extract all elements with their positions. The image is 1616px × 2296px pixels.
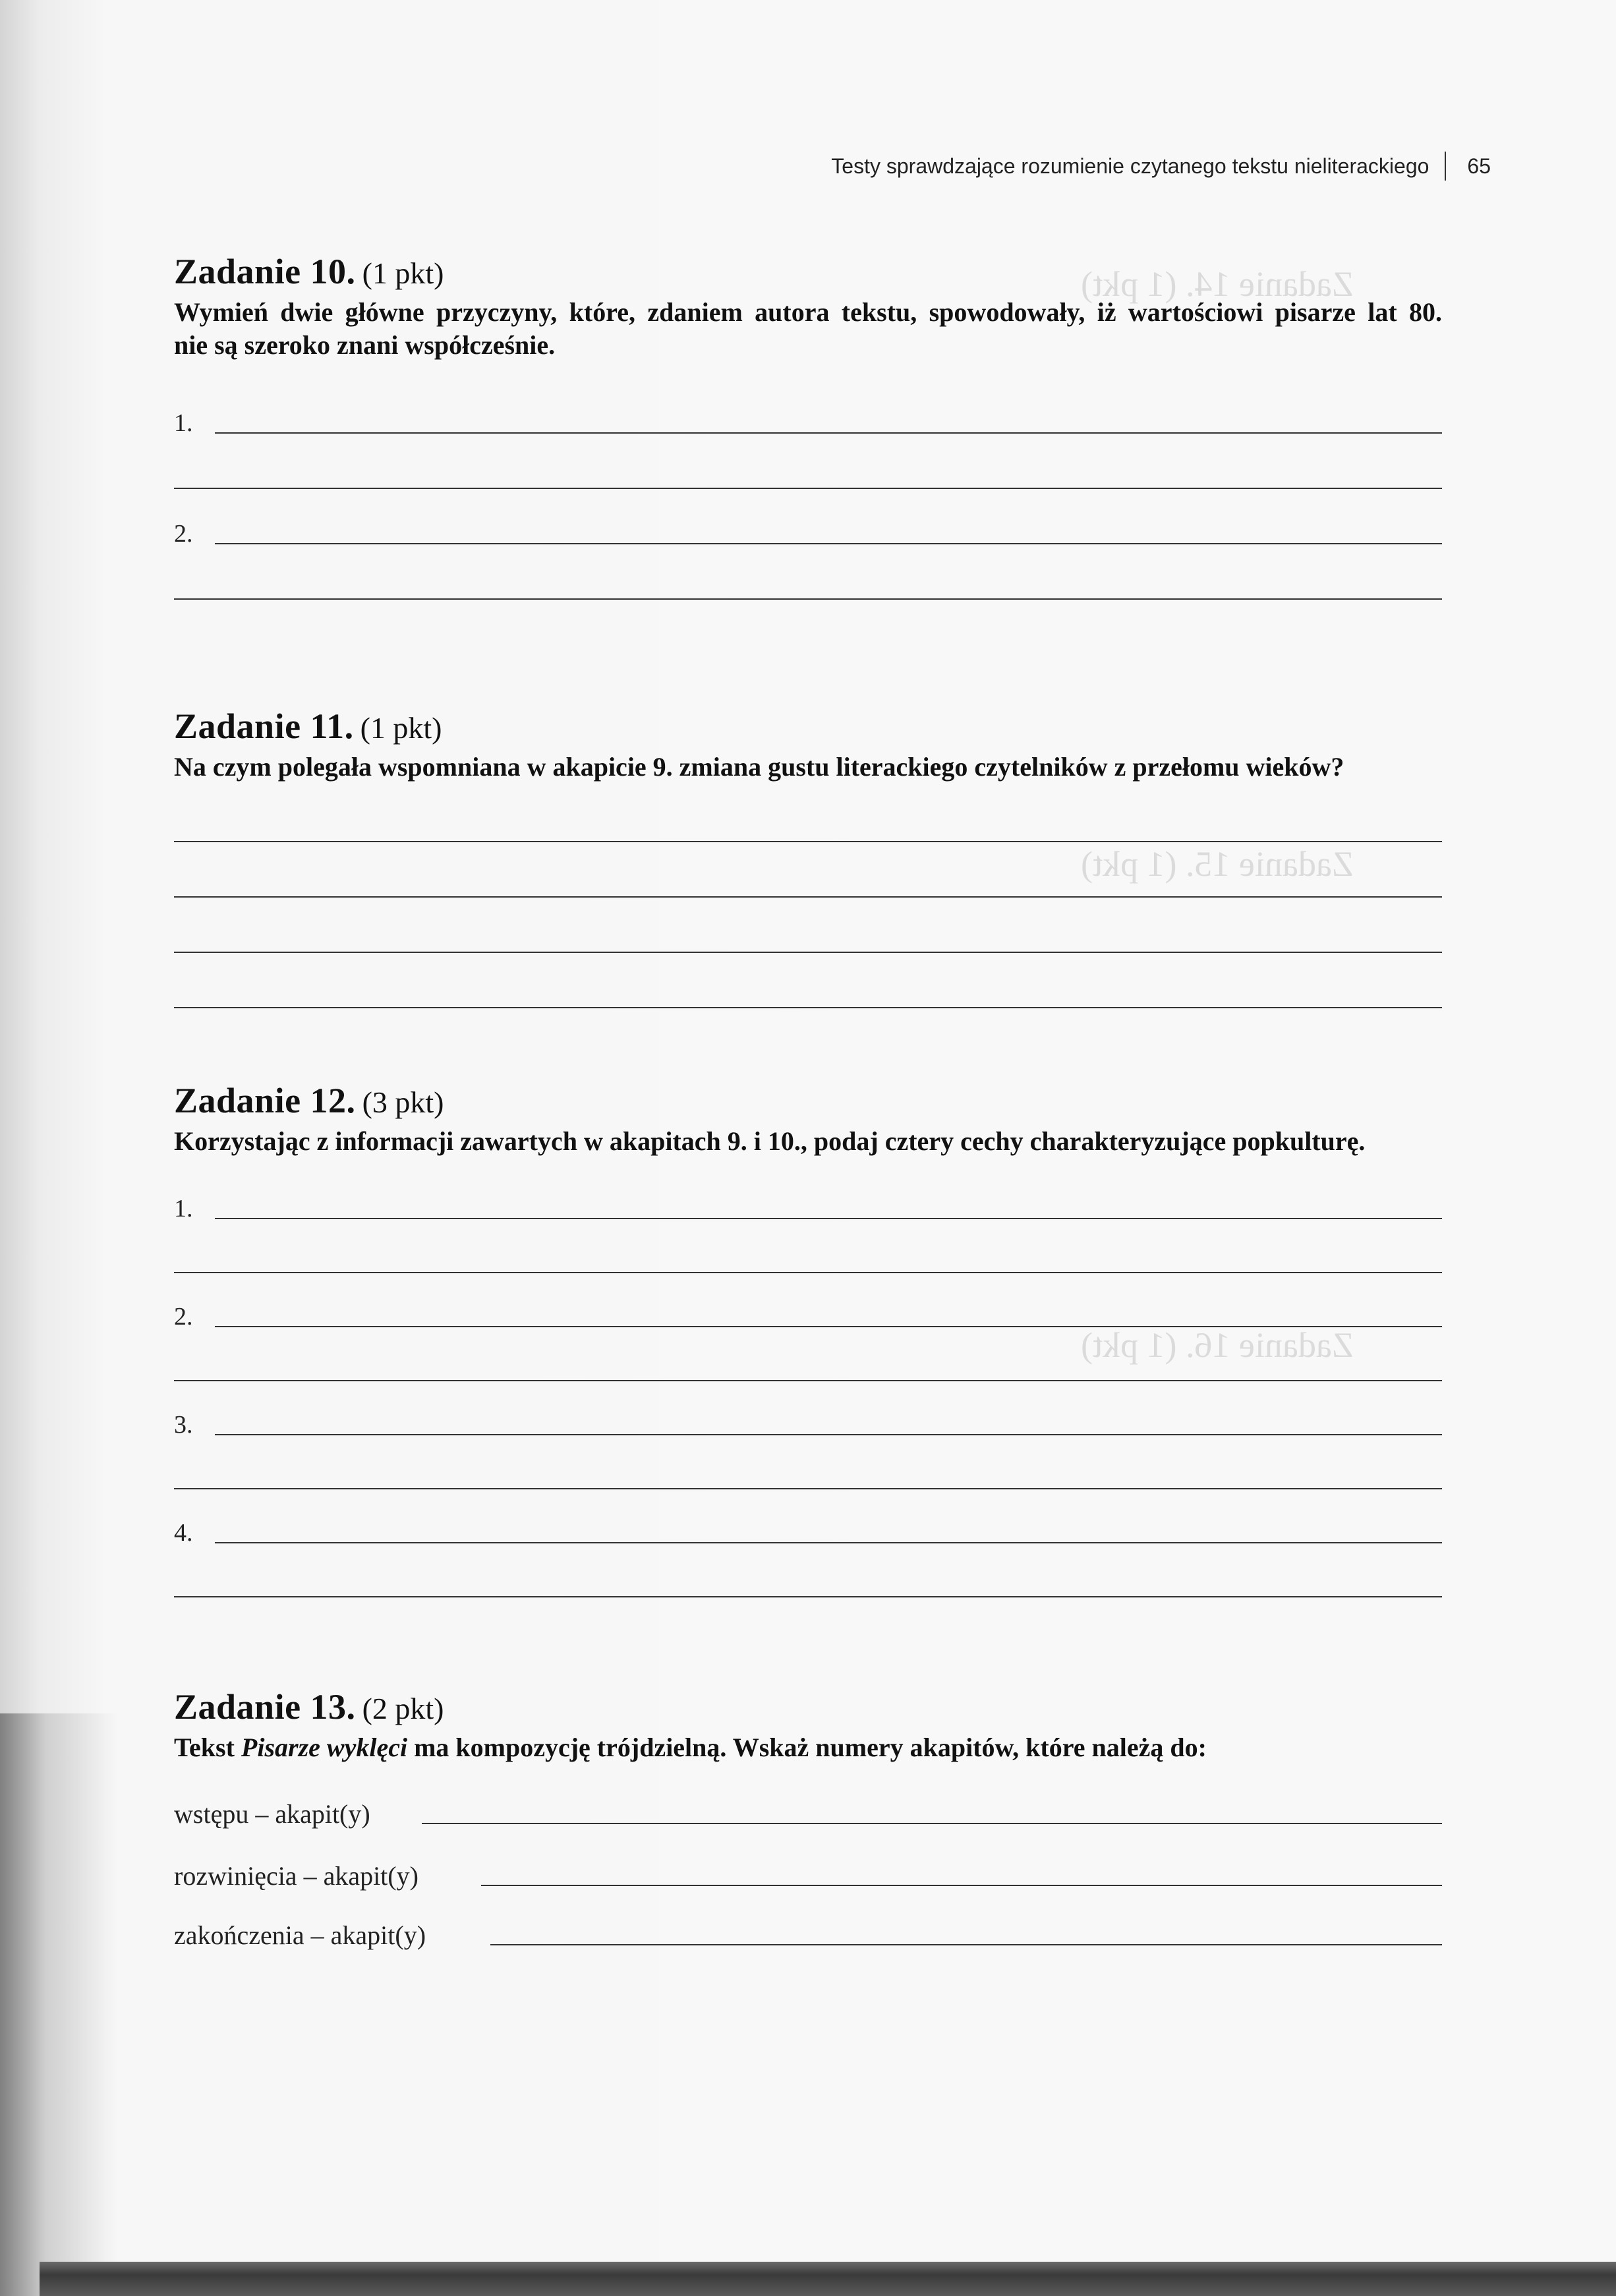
- answer-rule: [174, 598, 1442, 600]
- task-11: [174, 706, 1442, 784]
- item-number: 1.: [174, 409, 193, 437]
- item-number: 2.: [174, 1303, 193, 1331]
- task-number: Zadanie 13.: [174, 1687, 356, 1727]
- task-instruction: [174, 296, 1442, 362]
- answer-line[interactable]: [174, 1404, 1442, 1443]
- instruction-line: Wymień dwie główne przyczyny, które, zdaniem autora tekstu, spowodowały, iż wartościowi pisarze lat 80.: [174, 297, 1442, 327]
- answer-rule: [215, 432, 1442, 434]
- answer-rule: [174, 896, 1442, 898]
- bleed-through-text: Zadanie 16. (1 pkt): [1081, 1325, 1354, 1365]
- answer-rule: [481, 1885, 1442, 1886]
- header-separator: [1445, 152, 1446, 181]
- answer-rule: [174, 952, 1442, 953]
- answer-line[interactable]: [174, 977, 1442, 1016]
- answer-line[interactable]: [174, 568, 1442, 608]
- answer-rule: [215, 1218, 1442, 1219]
- answer-line[interactable]: [174, 1296, 1442, 1335]
- answer-line[interactable]: [174, 866, 1442, 905]
- answer-rule: [422, 1823, 1442, 1824]
- answer-line[interactable]: [174, 1188, 1442, 1227]
- answer-rule: [215, 543, 1442, 544]
- bleed-through-text: Zadanie 14. (1 pkt): [1081, 264, 1354, 304]
- instruction-line: nie są szeroko znani współcześnie.: [174, 330, 556, 360]
- text-title-italic: Pisarze wyklęci: [241, 1733, 408, 1762]
- task-title: [174, 706, 1442, 748]
- answer-rule: [490, 1944, 1442, 1945]
- task-instruction: [174, 751, 1442, 784]
- task-13: [174, 1687, 1442, 1764]
- instruction-text: Tekst: [174, 1733, 241, 1762]
- header-title: Testy sprawdzające rozumienie czytanego tekstu nieliterackiego: [831, 154, 1429, 178]
- task-number: Zadanie 12.: [174, 1081, 356, 1120]
- task-12: [174, 1081, 1442, 1158]
- task-points: (1 pkt): [360, 711, 442, 745]
- answer-label: rozwinięcia – akapit(y): [174, 1861, 418, 1891]
- item-number: 2.: [174, 520, 193, 548]
- task-points: (2 pkt): [362, 1692, 444, 1725]
- task-points: (1 pkt): [362, 256, 444, 290]
- answer-line-zakonczenie[interactable]: [174, 1914, 1442, 1953]
- answer-line[interactable]: [174, 811, 1442, 850]
- scan-shadow: [0, 1713, 119, 2296]
- answer-line[interactable]: [174, 1350, 1442, 1389]
- answer-line[interactable]: [174, 1242, 1442, 1281]
- answer-label: zakończenia – akapit(y): [174, 1920, 426, 1950]
- task-title: [174, 1081, 1442, 1122]
- answer-rule: [174, 1272, 1442, 1273]
- bleed-through-text: Zadanie 15. (1 pkt): [1081, 844, 1354, 884]
- task-10: [174, 252, 1442, 362]
- answer-rule: [174, 1007, 1442, 1008]
- answer-line-rozwiniecie[interactable]: [174, 1854, 1442, 1894]
- answer-rule: [174, 488, 1442, 489]
- answer-rule: [174, 1488, 1442, 1489]
- task-instruction: [174, 1731, 1442, 1764]
- page-number: 65: [1467, 154, 1491, 178]
- task-title: [174, 1687, 1442, 1729]
- answer-line[interactable]: [174, 921, 1442, 961]
- answer-line[interactable]: [174, 402, 1442, 442]
- task-title: [174, 252, 1442, 293]
- answer-rule: [174, 841, 1442, 842]
- task-points: (3 pkt): [362, 1085, 444, 1119]
- instruction-line: Na czym polegała wspomniana w akapicie 9. zmiana gustu literackiego czytelników z przełomu wieków?: [174, 752, 1344, 782]
- answer-line-wstep[interactable]: [174, 1793, 1442, 1832]
- answer-rule: [174, 1596, 1442, 1597]
- instruction-text: ma kompozycję trójdzielną. Wskaż numery akapitów, które należą do:: [407, 1733, 1207, 1762]
- answer-rule: [174, 1380, 1442, 1381]
- task-instruction: [174, 1125, 1442, 1158]
- answer-label: wstępu – akapit(y): [174, 1799, 370, 1829]
- running-header: [831, 152, 1491, 181]
- item-number: 3.: [174, 1411, 193, 1439]
- item-number: 1.: [174, 1195, 193, 1222]
- answer-rule: [215, 1326, 1442, 1327]
- instruction-line: [174, 1731, 1442, 1764]
- answer-line[interactable]: [174, 457, 1442, 497]
- answer-line[interactable]: [174, 513, 1442, 552]
- answer-line[interactable]: [174, 1458, 1442, 1497]
- answer-rule: [215, 1434, 1442, 1435]
- scan-edge: [40, 2262, 1616, 2296]
- answer-line[interactable]: [174, 1566, 1442, 1605]
- task-number: Zadanie 10.: [174, 252, 356, 291]
- answer-rule: [215, 1542, 1442, 1543]
- item-number: 4.: [174, 1519, 193, 1547]
- instruction-line: Korzystając z informacji zawartych w akapitach 9. i 10., podaj cztery cechy charakteryzujące popkulturę.: [174, 1126, 1366, 1156]
- task-number: Zadanie 11.: [174, 706, 354, 746]
- answer-line[interactable]: [174, 1512, 1442, 1551]
